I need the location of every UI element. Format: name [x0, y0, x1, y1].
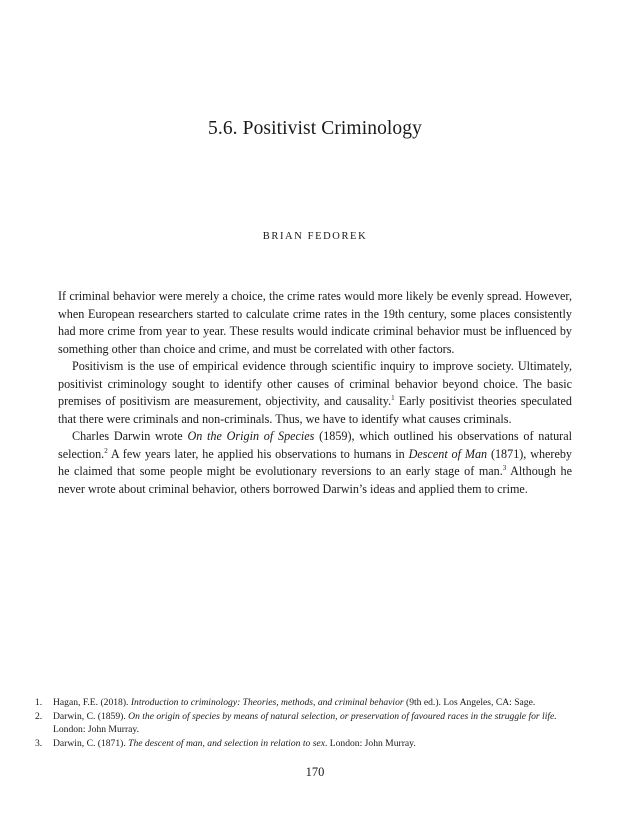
paragraph-1-text: If criminal behavior were merely a choice, the crime rates would more likely be evenly spread. However, when European researchers started to calculate crime rates in the 19th century, some places consistently had more crime from year to year. These results would indicate criminal behavior must be influenced by something other than choice and crime, and must be correlated with other factors.	[58, 289, 572, 356]
footnote	[35, 737, 585, 751]
paragraph-2	[58, 358, 572, 428]
footnote-number: 3.	[35, 737, 43, 749]
footnote-work-title: Introduction to criminology: Theories, methods, and criminal behavior	[130, 697, 404, 708]
footnote-publisher: London: John Murray.	[53, 724, 139, 736]
chapter-title: 5.6. Positivist Criminology	[208, 118, 422, 139]
book-title-origin-of-species: On the Origin of Species	[187, 429, 315, 443]
footnote-citation: Hagan, F.E. (2018).	[53, 697, 131, 708]
footnote-ref-1[interactable]: 1	[391, 394, 395, 402]
footnote-citation: Darwin, C. (1859).	[53, 710, 129, 722]
paragraph-3-text-a: Charles Darwin wrote	[72, 429, 188, 443]
paragraph-1	[58, 288, 572, 358]
footnote-work-title: The descent of man, and selection in relation to sex	[128, 737, 325, 749]
paragraph-2-text-a: Positivism is the use of empirical evidence through scientific inquiry to improve society. Ultimately, positivist criminology sought to identify other causes of criminal behavior beyond choice. The basic premises of positivism are measurement, objectivity, and causality.	[58, 359, 572, 408]
footnote-ref-2[interactable]: 2	[104, 446, 108, 455]
footnote-publisher: . London: John Murray.	[324, 737, 416, 749]
footnote-ref-3[interactable]: 3	[502, 464, 507, 472]
paragraph-3-text-c: A few years later, he applied his observations to humans in	[107, 446, 409, 461]
paragraph-3-text-e: Although he never wrote about criminal behavior, others borrowed Darwin’s ideas and applied them to crime.	[58, 464, 572, 496]
paragraph-2-text-b: Early positivist theories speculated that there were criminals and non-criminals. Thus, we have to identify what causes criminals.	[58, 394, 572, 426]
footnote-text	[53, 710, 585, 737]
footnote	[35, 710, 585, 737]
paragraph-3	[58, 428, 572, 498]
page-number: 170	[305, 765, 325, 779]
footnote-publisher: (9th ed.). Los Angeles, CA: Sage.	[403, 697, 536, 708]
footnote-text	[53, 696, 585, 710]
footnote-text	[53, 737, 585, 751]
footnote-work-title: On the origin of species by means of natural selection, or preservation of favoured races in the struggle for life.	[128, 710, 557, 722]
book-title-descent-of-man: Descent of Man	[408, 446, 488, 461]
footnote-number: 1.	[35, 697, 43, 708]
footnote-number: 2.	[35, 710, 43, 722]
paragraph-3-text-b: (1859), which outlined his observations of natural selection.	[58, 429, 572, 461]
paragraph-3-text-d: (1871), whereby he claimed that some people might be evolutionary reversions to an early stage of man.	[58, 446, 572, 478]
footnote	[35, 696, 585, 710]
chapter-author: BRIAN FEDOREK	[262, 231, 368, 242]
body-text	[58, 288, 572, 498]
footnote-citation: Darwin, C. (1871).	[53, 737, 129, 749]
footnotes	[35, 696, 585, 750]
